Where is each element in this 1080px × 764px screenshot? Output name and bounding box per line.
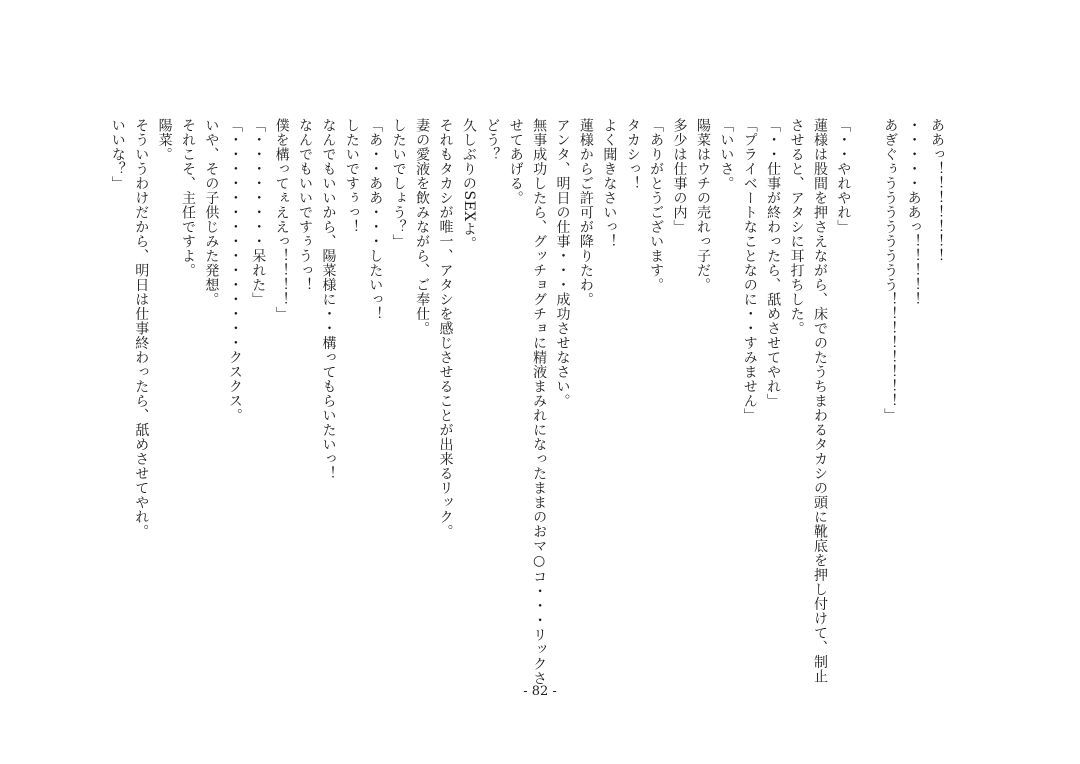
text-line: 多少は仕事の内」	[671, 118, 688, 234]
text-line: ああっ！！！！！！！	[929, 118, 945, 263]
text-line: 陽菜。	[156, 118, 173, 162]
text-line: せてあげる。	[507, 118, 524, 205]
text-line: 久しぶりのSEXよ。	[460, 118, 477, 251]
text-line: いや、その子供じみた発想。	[203, 118, 220, 307]
text-line: 陽菜はウチの売れっ子だ。	[694, 118, 711, 292]
blank-line	[854, 118, 877, 658]
text-line: したいですぅっ！	[343, 118, 360, 234]
text-line: アンタ、明日の仕事・・・成功させなさい。	[554, 118, 571, 408]
text-line: よく聞きなさいっ！	[601, 118, 618, 249]
text-line: 「プライベートなことなのに・・すみません」	[741, 118, 758, 423]
text-line: 「・・やれやれ」	[835, 118, 852, 234]
text-line: させると、アタシに耳打ちした。	[788, 118, 805, 336]
text-line: タカシっ！	[624, 118, 641, 191]
text-line: どう？	[484, 118, 501, 162]
text-line: 「あ・・ああ・・・したいっ！	[367, 118, 384, 321]
text-line: 僕を構ってぇええっ！！！！」	[273, 118, 290, 321]
text-line: それこそ、主任ですよ。	[180, 118, 197, 278]
page-number: - 82 -	[523, 684, 557, 699]
text-line: いいな？」	[109, 118, 126, 191]
text-line: 「・・仕事が終わったら、舐めさせてやれ」	[765, 118, 782, 408]
text-line: 妻の愛液を飲みながら、ご奉仕。	[414, 118, 431, 336]
text-line: 「・・・・・・・・・・・・・・・クスクス。	[226, 118, 243, 423]
text-line: 「ありがとうございます。	[648, 118, 665, 292]
text-line: 「いいさ。	[718, 118, 735, 191]
vertical-text-body	[105, 118, 948, 686]
text-line: あぎぐぅうううううううう！！！！！！！！」	[882, 118, 899, 423]
text-line: 無事成功したら、グッチョグチョに精液まみれになったままのおマ○コ・・・リックさ	[531, 118, 548, 686]
text-line: したいでしょう？」	[390, 118, 407, 249]
text-line: 蓮様からご許可が降りたわ。	[577, 118, 594, 307]
text-line: なんでもいいから、陽菜様に・・構ってもらいたいっ！	[320, 118, 337, 481]
text-line: なんでもいいですぅうっ！	[297, 118, 314, 292]
text-line: そういうわけだから、明日は仕事終わったら、舐めさせてやれ。	[133, 118, 150, 539]
text-line: それもタカシが唯一、アタシを感じさせることが出来るリック。	[437, 118, 454, 539]
text-line: 蓮様は股間を押さえながら、床でのたうちまわるタカシの頭に靴底を押し付けて、制止	[811, 118, 828, 684]
text-line: 「・・・・・・・・呆れた」	[250, 118, 267, 307]
text-line: ・・・・・ああっ！！！！！	[905, 118, 922, 307]
